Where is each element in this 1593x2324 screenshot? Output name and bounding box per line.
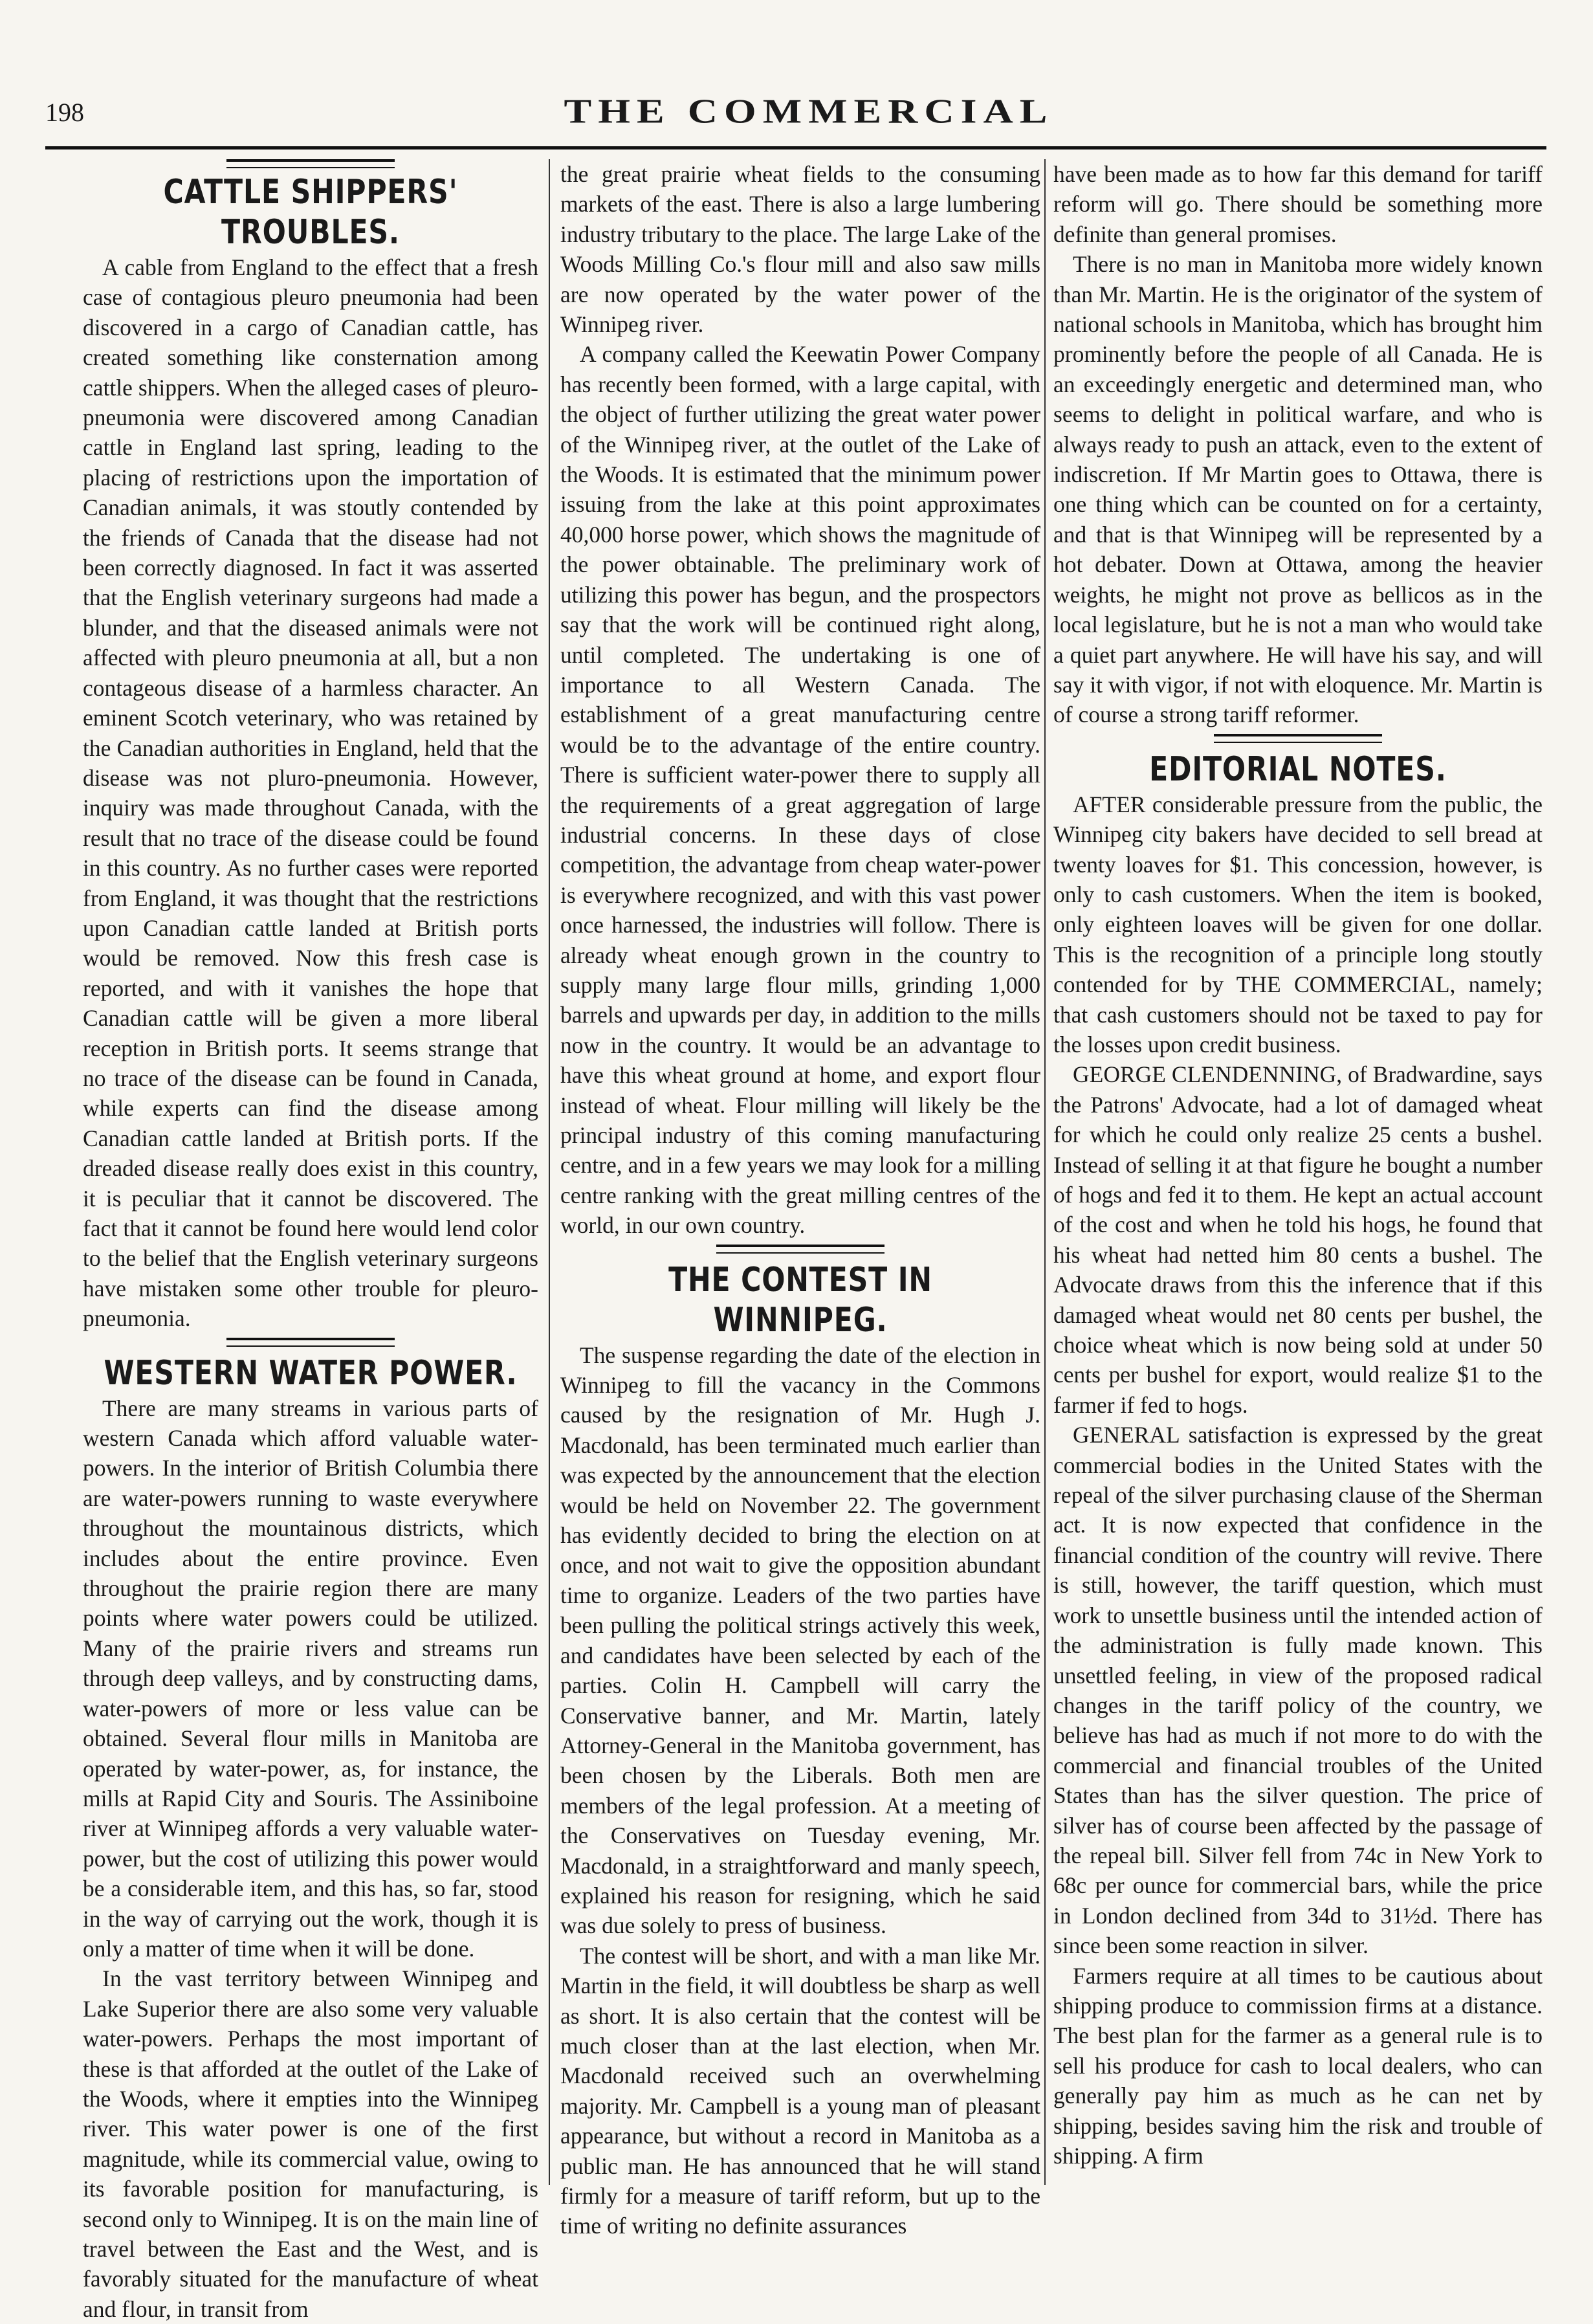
masthead-title: THE COMMERCIAL [564,92,1054,131]
article-paragraph: The contest will be short, and with a man like Mr. Martin in the field, it will doubtless be sharp as well as short. It is also certain that the contest will be much closer than at the last election, when Mr. Macdonald received such an overwhelming majority. Mr. Campbell is a young man of pleasant appearance, but without a record in Manitoba as a public man. He has announced that he will stand firmly for a measure of tariff reform, but up to the time of writing no definite assurances [560,1942,1040,2239]
headline-rule [226,159,395,168]
headline-rule [226,1338,395,1347]
column-3 [1053,159,1543,2191]
column-divider [1044,159,1046,2185]
article-paragraph: have been made as to how far this demand for tariff reform will go. There should be something more definite than general promises. [1053,161,1543,247]
column-2 [560,159,1040,2239]
headline-rule [716,1245,884,1254]
article-headline: EDITORIAL NOTES. [1149,749,1447,789]
article-paragraph: A company called the Keewatin Power Company has recently been formed, with a large capital, with the object of further utilizing the great water power of the Winnipeg river, at the outlet of the Lake of the Woods. It is estimated that the minimum power issuing from the lake at this point approximates 40,000 horse power, which shows the magnitude of the power obtainable. The preliminary work of utilizing this power has begun, and the prospectors say that the work will be continued right along, until completed. The undertaking is one of importance to all Western Canada. The establishment of a great manufacturing centre would be to the advantage of the entire country. There is sufficient water-power there to supply all the requirements of a great aggregation of large industrial concerns. In these days of close competition, the advantage from cheap water-power is everywhere recognized, and with this vast power once harnessed, the industries will follow. There is already wheat enough grown in the country to supply many large flour mills, grinding 1,000 barrels and upwards per day, in addition to the mills now in the country. It would be an advantage to have this wheat ground at home, and export flour instead of wheat. Flour milling will likely be the principal industry of this coming manufacturing centre, and in a few years we may look for a milling centre ranking with the great milling centres of the world, in our own country. [560,341,1040,1239]
article-paragraph: Farmers require at all times to be cautious about shipping produce to commission firms at a distance. The best plan for the farmer as a general rule is to sell his produce for cash to local dealers, who can generally pay him as much as he can net by shipping, besides saving him the risk and trouble of shipping. A firm [1053,1962,1543,2169]
column-1 [83,159,538,2322]
article-paragraph: A cable from England to the effect that a fresh case of contagious pleuro pneumonia had been discovered in a cargo of Canadian cattle, has created something like consternation among cattle shippers. When the alleged cases of pleuro-pneumonia were discovered among Canadian cattle in England last spring, leading to the placing of restrictions upon the importation of Canadian animals, it was stoutly contended by the friends of Canada that the disease had not been correctly diagnosed. In fact it was asserted that the English veterinary surgeons had made a blunder, and that the diseased animals were not affected with pleuro pneumonia at all, but a non contageous disease of a harmless character. An eminent Scotch veterinary, who was retained by the Canadian authorities in England, held that the disease was not pluro-pneumonia. However, inquiry was made throughout Canada, with the result that no trace of the disease could be found in this country. As no further cases were reported from England, it was thought that the restrictions upon Canadian cattle landed at British ports would be removed. Now this fresh case is reported, and with it vanishes the hope that Canadian cattle will be given a more liberal reception in British ports. It seems strange that no trace of the disease can be found in Canada, while experts can find the disease among Canadian cattle landed at British ports. If the dreaded disease really does exist in this country, it is peculiar that it cannot be discovered. The fact that it cannot be found here would lend color to the belief that the English veterinary surgeons have mistaken some other trouble for pleuro-pneumonia. [83,254,538,1332]
headline-rule [1214,734,1382,743]
article-paragraph: The suspense regarding the date of the election in Winnipeg to fill the vacancy in the Commons caused by the resignation of Mr. Hugh J. Macdonald, has been terminated much earlier than was expected by the announcement that the election would be held on November 22. The government has evidently decided to bring the election on at once, and not wait to give the opposition abundant time to organize. Leaders of the two parties have been pulling the political strings actively this week, and candidates have been selected by each of the parties. Colin H. Campbell will carry the Conservative banner, and Mr. Martin, lately Attorney-General in the Manitoba government, has been chosen by the Liberals. Both men are members of the legal profession. At a meeting of the Conservatives on Tuesday evening, Mr. Macdonald, in a straightforward and manly speech, explained his reason for resigning, which he said was due solely to press of business. [560,1342,1040,1939]
article-headline: WESTERN WATER POWER. [104,1353,518,1393]
article-paragraph: There is no man in Manitoba more widely known than Mr. Martin. He is the originator of the system of national schools in Manitoba, which has brought him prominently before the people of all Canada. He is an exceedingly energetic and determined man, who seems to delight in political warfare, and who is always ready to push an attack, even to the extent of indiscretion. If Mr Martin goes to Ottawa, there is one thing which can be counted on for a certainty, and that is that Winnipeg will be represented by a hot debater. Down at Ottawa, among the heavier weights, he might not prove as bellicos as in the local legislature, but he is not a man who would take a quiet part anywhere. He will have his say, and will say it with vigor, if not with eloquence. Mr. Martin is of course a strong tariff reformer. [1053,251,1543,728]
masthead-rule [45,146,1546,149]
article-paragraph: In the vast territory between Winnipeg and Lake Superior there are also some very valuable water-powers. Perhaps the most important of these is that afforded at the outlet of the Lake of the Woods, where it empties into the Winnipeg river. This water power is one of the first magnitude, while its commercial value, owing to its favorable position for manufacturing, is second only to Winnipeg. It is on the main line of travel between the East and the West, and is favorably situated for the manufacture of wheat and flour, in transit from [83,1965,538,2322]
column-divider [549,159,550,2185]
article-paragraph: GEORGE CLENDENNING, of Bradwardine, says the Patrons' Advocate, had a lot of damaged wheat for which he could only realize 25 cents a bushel. Instead of selling it at that figure he bought a number of hogs and fed it to them. He kept an actual account of the cost and when he told his hogs, he found that his wheat had netted him 80 cents a bushel. The Advocate draws from this the inference that if this damaged wheat would net 80 cents per bushel, the choice wheat which is now being sold at under 50 cents per bushel for export, would realize $1 to the farmer if fed to hogs. [1053,1061,1543,1418]
article-headline: THE CONTEST IN WINNIPEG. [668,1260,932,1340]
page-number: 198 [45,98,84,127]
article-headline: CATTLE SHIPPERS' TROUBLES. [163,173,458,252]
article-paragraph: There are many streams in various parts of western Canada which afford valuable water-powers. In the interior of British Columbia there are water-powers running to waste everywhere throughout the mountainous districts, which includes about the entire province. Even throughout the prairie region there are many points where water powers could be utilized. Many of the prairie rivers and streams run through deep valleys, and by constructing dams, water-powers of more or less value can be obtained. Several flour mills in Manitoba are operated by water-power, as, for instance, the mills at Rapid City and Souris. The Assiniboine river at Winnipeg affords a very valuable water-power, but the cost of utilizing this power would be a considerable item, and this has, so far, stood in the way of carrying out the work, though it is only a matter of time when it will be done. [83,1395,538,1962]
article-paragraph: GENERAL satisfaction is expressed by the great commercial bodies in the United States with the repeal of the silver purchasing clause of the Sherman act. It is now expected that confidence in the financial condition of the country will revive. There is still, however, the tariff question, which must work to unsettle business until the intended action of the administration is fully made known. This unsettled feeling, in view of the proposed radical changes in the tariff policy of the country, we believe has had as much if not more to do with the commercial and financial troubles of the United States than has the silver question. The price of silver has of course been affected by the passage of the repeal bill. Silver fell from 74c in New York to 68c per ounce for commercial bars, while the price in London declined from 34d to 31½d. There has since been some reaction in silver. [1053,1422,1543,1959]
article-paragraph: AFTER considerable pressure from the public, the Winnipeg city bakers have decided to sell bread at twenty loaves for $1. This concession, however, is only to cash customers. When the item is booked, only eighteen loaves will be given for one dollar. This is the recognition of a principle long stoutly contended for by THE COMMERCIAL, namely; that cash customers should not be taxed to pay for the losses upon credit business. [1053,791,1543,1057]
article-paragraph: the great prairie wheat fields to the consuming markets of the east. There is also a large lumbering industry tributary to the place. The large Lake of the Woods Milling Co.'s flour mill and also saw mills are now operated by the water power of the Winnipeg river. [560,161,1040,338]
